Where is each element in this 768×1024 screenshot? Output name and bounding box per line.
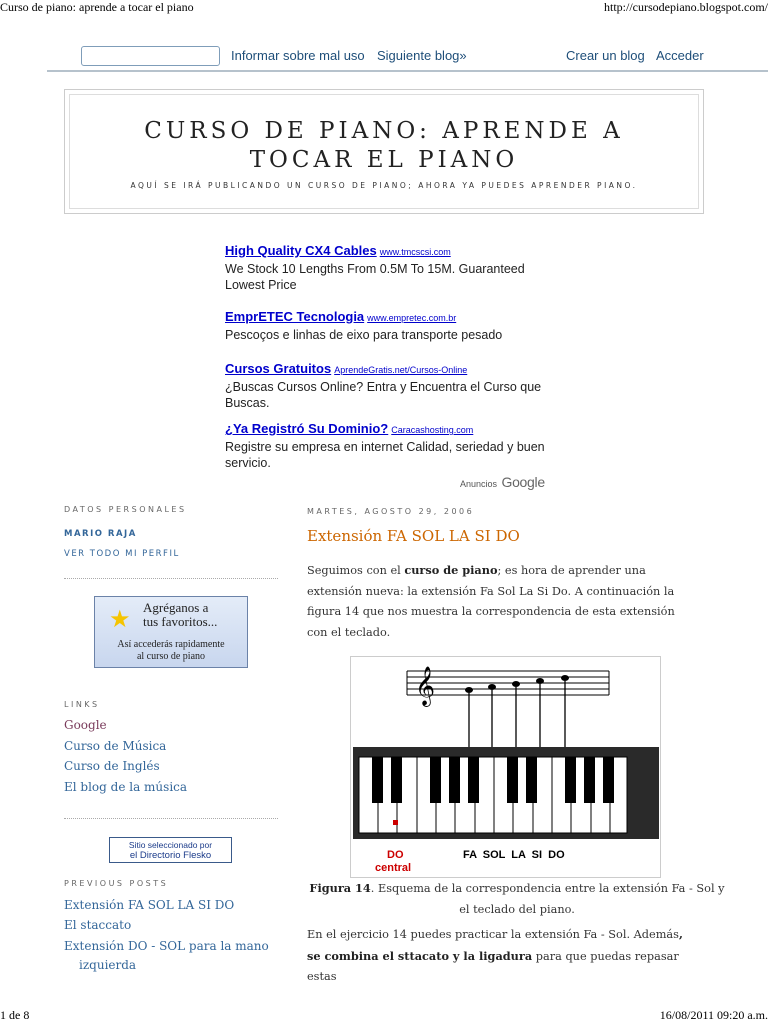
print-footer xyxy=(0,1008,768,1024)
ad-text: ¿Buscas Cursos Online? Entra y Encuentra el Curso que Buscas. xyxy=(225,380,542,410)
flesko-line1: Sitio seleccionado por xyxy=(128,840,213,850)
search-input[interactable] xyxy=(81,46,220,66)
piano-diagram xyxy=(351,657,662,879)
post-text: Seguimos con el xyxy=(307,564,405,577)
notes xyxy=(465,675,569,693)
fav-subtitle-line1: Así accederás rapidamente xyxy=(117,639,225,650)
post-title[interactable]: Extensión FA SOL LA SI DO xyxy=(307,527,520,545)
caption-text: . Esquema de la correspondencia entre la extensión Fa - Sol y el teclado del piano. xyxy=(370,882,725,916)
ad-text: We Stock 10 Lengths From 0.5M To 15M. Guaranteed Lowest Price xyxy=(225,262,525,292)
ad-item xyxy=(225,242,565,293)
next-blog-link[interactable]: Siguiente blog» xyxy=(377,48,467,63)
previous-post-link-cont[interactable]: izquierda xyxy=(79,958,137,972)
ad-title-link[interactable]: EmprETEC Tecnologia xyxy=(225,309,365,324)
report-abuse-link[interactable]: Informar sobre mal uso xyxy=(231,48,365,63)
google-logo: Google xyxy=(501,474,545,490)
post-bold-text: , se combina el sttacato y la ligadura xyxy=(307,927,683,963)
fav-title-line2: tus favoritos... xyxy=(143,614,218,629)
ad-title-link[interactable]: Cursos Gratuitos xyxy=(225,361,332,376)
flesko-badge[interactable] xyxy=(109,837,232,863)
sign-in-link[interactable]: Acceder xyxy=(656,48,704,63)
blogger-navbar xyxy=(47,40,768,72)
blog-description: AQUÍ SE IRÁ PUBLICANDO UN CURSO DE PIANO; AHORA YA PUEDES APRENDER PIANO. xyxy=(130,181,638,190)
blog-header-inner xyxy=(69,94,699,209)
ad-item xyxy=(225,360,565,411)
sidebar-link-google[interactable]: Google xyxy=(64,718,107,732)
post-text: para que puedas repasar estas xyxy=(307,949,679,983)
do-central-label-1: DO xyxy=(387,849,404,861)
print-datetime: 16/08/2011 09:20 a.m. xyxy=(659,1008,768,1022)
ad-text: Registre su empresa en internet Calidad, seriedad y buen servicio. xyxy=(225,440,545,470)
ad-url-link[interactable]: AprendeGratis.net/Cursos-Online xyxy=(334,365,468,375)
ad-item xyxy=(225,308,565,343)
sidebar-link-curso-ingles[interactable]: Curso de Inglés xyxy=(64,759,160,773)
fav-title-line1: Agréganos a xyxy=(143,600,209,615)
fav-subtitle-line2: al curso de piano xyxy=(136,651,206,662)
print-page-title: Curso de piano: aprende a tocar el piano xyxy=(0,0,194,14)
sidebar-link-curso-musica[interactable]: Curso de Música xyxy=(64,739,167,753)
treble-clef-icon: 𝄞 xyxy=(415,666,436,706)
view-profile-link[interactable]: VER TODO MI PERFIL xyxy=(64,549,180,559)
ad-title-link[interactable]: High Quality CX4 Cables xyxy=(225,243,377,258)
links-heading: LINKS xyxy=(64,700,100,709)
post-bold-text: curso de piano xyxy=(404,563,498,577)
ad-title-link[interactable]: ¿Ya Registró Su Dominio? xyxy=(225,421,389,436)
print-header xyxy=(0,0,768,16)
post-text: ; es hora de aprender una extensión nueva: la extensión Fa Sol La Si Do. A continuación la figura 14 que nos muestra la correspondencia de esta extensión con el teclado. xyxy=(307,564,675,639)
fav-title xyxy=(143,601,217,629)
ad-url-link[interactable]: Caracashosting.com xyxy=(391,425,474,435)
ad-item xyxy=(225,420,565,471)
caption-bold: Figura 14 xyxy=(309,881,371,895)
post-paragraph xyxy=(307,560,697,643)
piano-figure[interactable] xyxy=(350,656,661,878)
blog-title-line1: CURSO DE PIANO: APRENDE A xyxy=(144,118,624,144)
star-icon: ★ xyxy=(109,605,131,633)
sidebar-divider xyxy=(64,578,278,579)
ad-url-link[interactable]: www.tmcscsi.com xyxy=(379,247,451,257)
print-page-number: 1 de 8 xyxy=(0,1008,30,1022)
music-staff xyxy=(407,671,609,695)
post-text: En el ejercicio 14 puedes practicar la extensión Fa - Sol. Además xyxy=(307,928,679,941)
central-do-marker xyxy=(393,820,398,825)
previous-posts-heading: PREVIOUS POSTS xyxy=(64,879,169,888)
blog-header xyxy=(64,89,704,214)
post-date: MARTES, AGOSTO 29, 2006 xyxy=(307,507,475,516)
ad-text: Pescoços e linhas de eixo para transporte pesado xyxy=(225,328,503,342)
create-blog-link[interactable]: Crear un blog xyxy=(566,48,645,63)
print-page-url: http://cursodepiano.blogspot.com/ xyxy=(604,0,768,14)
sidebar-link-blog-musica[interactable]: El blog de la música xyxy=(64,780,188,794)
do-central-label-2: central xyxy=(375,862,412,874)
figure-caption xyxy=(307,878,727,920)
blog-title[interactable] xyxy=(70,117,698,175)
ads-by-label: Anuncios xyxy=(460,479,498,489)
ad-url-link[interactable]: www.empretec.com.br xyxy=(367,313,457,323)
profile-name-link[interactable]: MARIO RAJA xyxy=(64,529,137,539)
profile-heading: DATOS PERSONALES xyxy=(64,505,187,514)
notes-label: FA SOL LA SI DO xyxy=(463,849,565,861)
ads-by-google[interactable] xyxy=(460,474,545,492)
sidebar-divider xyxy=(64,818,278,819)
flesko-line2: el Directorio Flesko xyxy=(129,850,212,861)
previous-post-link[interactable]: Extensión DO - SOL para la mano xyxy=(64,939,269,953)
post-paragraph xyxy=(307,924,699,988)
fav-subtitle xyxy=(95,639,247,663)
add-to-favorites-button[interactable] xyxy=(94,596,248,668)
blog-title-line2: TOCAR EL PIANO xyxy=(249,147,519,173)
previous-post-link[interactable]: Extensión FA SOL LA SI DO xyxy=(64,898,235,912)
previous-post-link[interactable]: El staccato xyxy=(64,918,132,932)
